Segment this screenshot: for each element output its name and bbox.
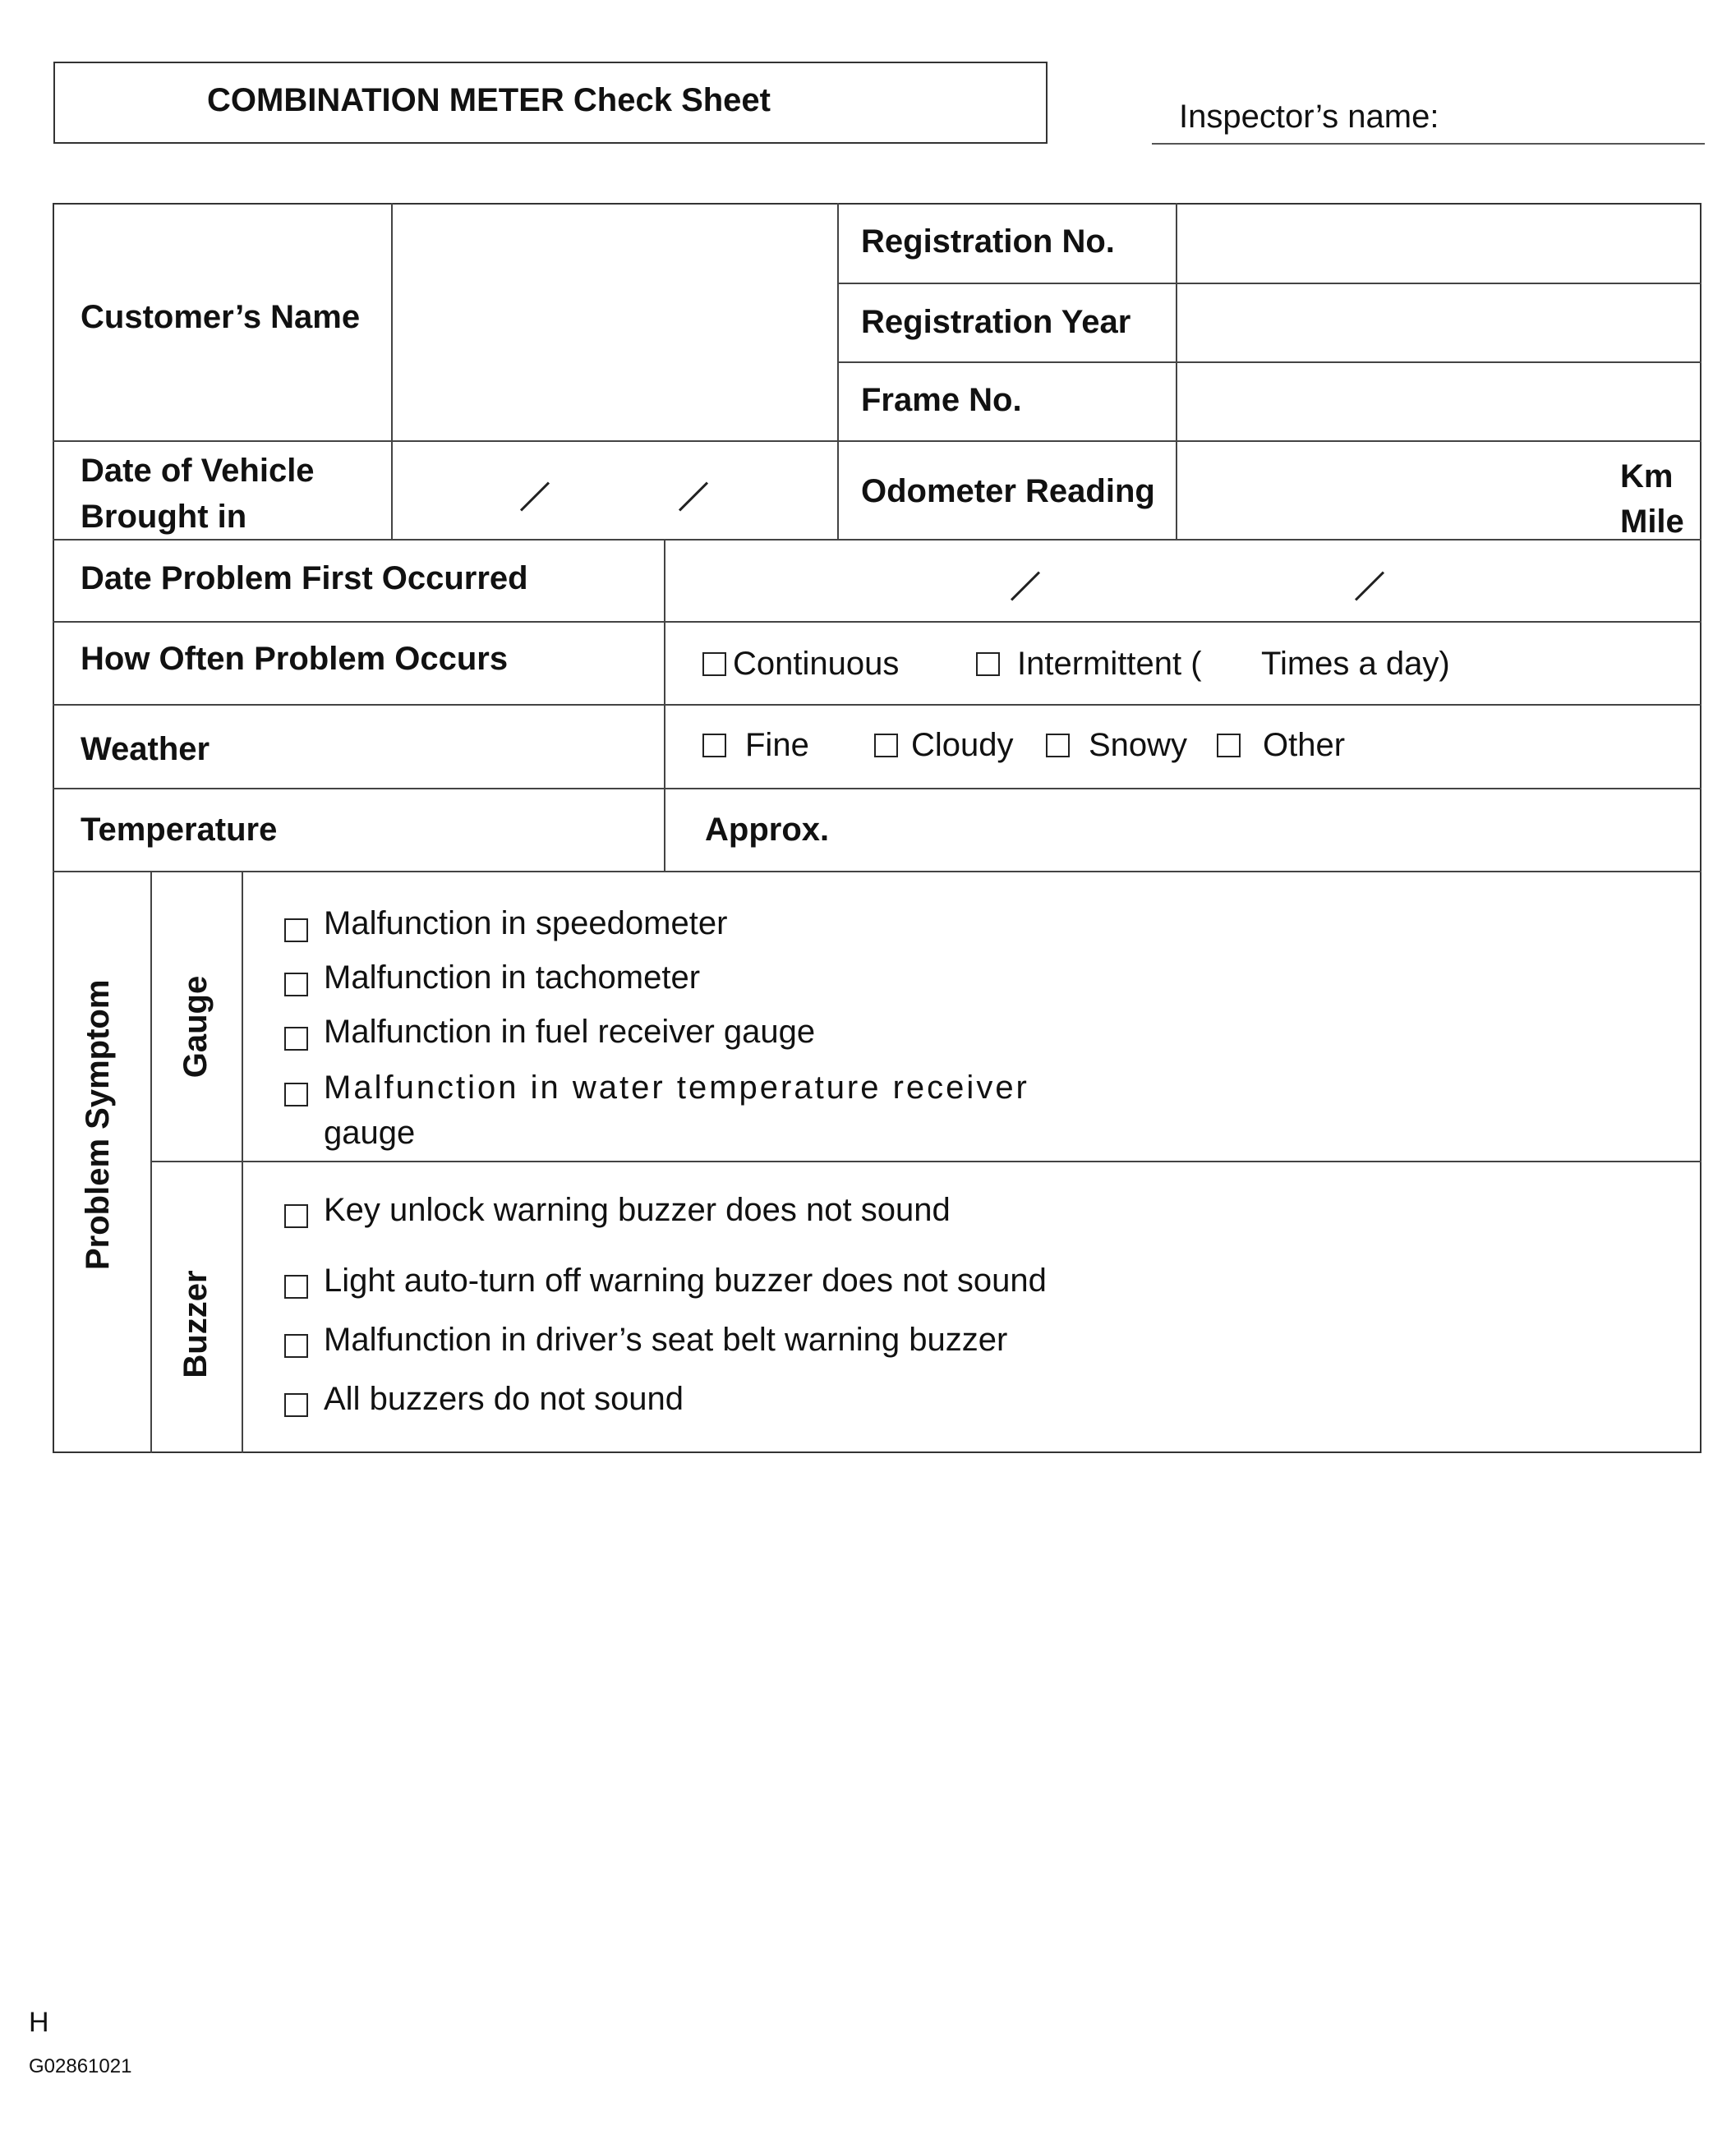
unit-mile: Mile: [1620, 504, 1684, 540]
seat-belt-buzzer-checkbox[interactable]: [284, 1334, 308, 1358]
gauge-label: Gauge: [177, 975, 214, 1079]
snowy-label: Snowy: [1089, 727, 1188, 763]
footer-letter: H: [29, 2007, 49, 2038]
water-temperature-gauge-checkbox[interactable]: [284, 1083, 308, 1106]
intermittent-label: Intermittent (: [1017, 646, 1202, 682]
speedometer-checkbox[interactable]: [284, 918, 308, 942]
continuous-label: Continuous: [733, 646, 900, 682]
buzzer-item: Light auto-turn off warning buzzer does not sound: [324, 1263, 1047, 1299]
fuel-gauge-checkbox[interactable]: [284, 1027, 308, 1051]
buzzer-item: Malfunction in driver’s seat belt warning buzzer: [324, 1322, 1008, 1358]
other-label: Other: [1263, 727, 1346, 763]
all-buzzers-checkbox[interactable]: [284, 1393, 308, 1417]
page-title: COMBINATION METER Check Sheet: [207, 82, 771, 118]
date-first-occurred-label: Date Problem First Occurred: [81, 560, 528, 596]
odometer-label: Odometer Reading: [861, 473, 1155, 509]
weather-label: Weather: [81, 731, 210, 767]
customer-name-label: Customer’s Name: [81, 299, 361, 335]
other-checkbox[interactable]: [1217, 734, 1241, 757]
divider: [664, 539, 665, 871]
approx-label: Approx.: [705, 812, 830, 848]
divider: [150, 871, 152, 1453]
continuous-checkbox[interactable]: [702, 652, 726, 676]
registration-no-label: Registration No.: [861, 223, 1115, 260]
unit-km: Km: [1620, 458, 1674, 495]
frame-no-label: Frame No.: [861, 382, 1022, 418]
gauge-item: Malfunction in tachometer: [324, 959, 701, 996]
date-brought-label-line1: Date of Vehicle: [81, 453, 315, 489]
snowy-checkbox[interactable]: [1046, 734, 1070, 757]
buzzer-label: Buzzer: [177, 1270, 214, 1378]
cloudy-label: Cloudy: [911, 727, 1014, 763]
divider: [53, 788, 1701, 789]
divider: [53, 871, 1701, 872]
divider: [837, 361, 1701, 363]
divider: [53, 704, 1701, 706]
gauge-item-continued: gauge: [324, 1115, 416, 1151]
tachometer-checkbox[interactable]: [284, 973, 308, 996]
key-unlock-buzzer-checkbox[interactable]: [284, 1204, 308, 1228]
fine-label: Fine: [745, 727, 809, 763]
gauge-item: Malfunction in speedometer: [324, 905, 728, 941]
light-auto-turn-off-buzzer-checkbox[interactable]: [284, 1275, 308, 1299]
temperature-label: Temperature: [81, 812, 278, 848]
times-a-day-label: Times a day): [1261, 646, 1450, 682]
divider: [391, 203, 393, 539]
inspector-name-field[interactable]: [1152, 143, 1705, 145]
divider: [837, 203, 839, 539]
cloudy-checkbox[interactable]: [874, 734, 898, 757]
fine-checkbox[interactable]: [702, 734, 726, 757]
divider: [1176, 203, 1177, 539]
inspector-name-label: Inspector’s name:: [1179, 99, 1439, 135]
gauge-item: Malfunction in water temperature receiver: [324, 1070, 1029, 1106]
registration-year-label: Registration Year: [861, 304, 1131, 340]
divider: [53, 440, 1701, 442]
figure-code: G02861021: [29, 2055, 132, 2077]
divider: [53, 539, 1701, 541]
divider: [150, 1161, 1701, 1162]
date-brought-label-line2: Brought in: [81, 499, 247, 535]
buzzer-item: Key unlock warning buzzer does not sound: [324, 1192, 951, 1228]
intermittent-checkbox[interactable]: [976, 652, 1000, 676]
buzzer-item: All buzzers do not sound: [324, 1381, 684, 1417]
gauge-item: Malfunction in fuel receiver gauge: [324, 1014, 816, 1050]
divider: [53, 621, 1701, 623]
divider: [837, 283, 1701, 284]
problem-symptom-label: Problem Symptom: [80, 979, 116, 1270]
divider: [242, 871, 243, 1453]
how-often-label: How Often Problem Occurs: [81, 641, 509, 677]
